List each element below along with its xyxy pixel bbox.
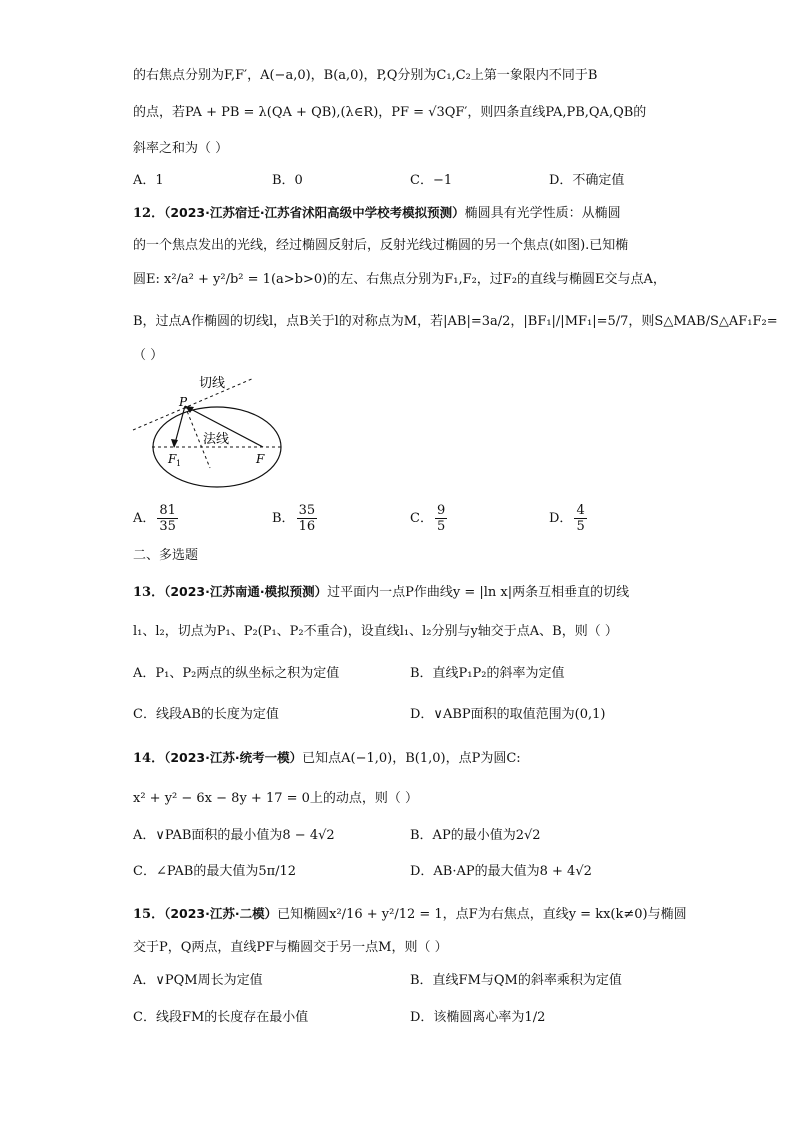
q15-option-c: C．线段FM的长度存在最小值 [133,1010,309,1025]
q12-line5: （ ） [133,348,164,363]
q13-line2: l₁、l₂，切点为P₁、P₂(P₁、P₂不重合)，设直线l₁、l₂分别与y轴交于点A、B，则（ ） [133,624,618,639]
q14-line1 [133,748,521,769]
q14-option-c: C．∠PAB的最大值为5π/12 [133,864,297,879]
q13-text: 过平面内一点P作曲线y = |ln x|两条互相垂直的切线 [327,585,630,600]
q15-number: 15． [133,907,165,922]
q12-option-a-den: 35 [159,519,176,534]
q12-option-c [410,503,449,534]
tangent-line [133,378,254,430]
q12-number: 12． [133,206,165,221]
q12-line1 [133,203,621,224]
q14-source: （2023·江苏·统考一模） [164,750,303,765]
q12-option-b-num: 35 [298,503,316,518]
q13-option-d: D．∨ABP面积的取值范围为(0,1) [410,707,606,722]
q15-option-d: D．该椭圆离心率为1/2 [410,1010,546,1025]
q15-source: （2023·江苏·二模） [164,906,278,921]
label-f1: F [168,452,177,466]
q13-line1 [133,582,629,603]
q12-line4: B，过点A作椭圆的切线l，点B关于l的对称点为M，若|AB|=3a/2，|BF₁|/|MF₁|=5/7，则S△MAB/S△AF₁F₂= [133,314,778,329]
q12-option-d-label: D． [549,511,573,526]
q11-line2: 的点，若PA + PB = λ(QA + QB),(λ∈R)，PF = √3QF′，则四条直线PA,PB,QA,QB的 [133,105,647,120]
q14-option-d: D．AB·AP的最大值为8 + 4√2 [410,864,592,879]
q12-option-d [549,503,589,534]
q15-line2: 交于P，Q两点，直线PF与椭圆交于另一点M，则（ ） [133,940,448,955]
q12-line2: 的一个焦点发出的光线，经过椭圆反射后，反射光线过椭圆的另一个焦点(如图).已知椭 [133,238,629,253]
label-normal: 法线 [203,432,230,447]
q13-option-c: C．线段AB的长度为定值 [133,707,279,722]
q12-line3: 圆E: x²/a² + y²/b² = 1(a>b>0)的左、右焦点分别为F₁,F₂，过F₂的直线与椭圆E交与点A， [133,272,666,287]
q11-option-b: B．0 [272,173,303,188]
q12-option-d-num: 4 [576,503,585,518]
q12-option-c-label: C． [410,511,433,526]
q15-line1 [133,904,687,925]
section-heading: 二、多选题 [133,548,199,563]
q14-option-a: A．∨PAB面积的最小值为8 − 4√2 [133,828,335,843]
q14-option-b: B．AP的最小值为2√2 [410,828,541,843]
q11-option-c: C．−1 [410,173,453,188]
q12-option-b-den: 16 [298,519,316,534]
q12-option-b [272,503,319,534]
q11-option-a: A．1 [133,173,164,188]
q11-option-d: D．不确定值 [549,173,625,188]
q15-option-a: A．∨PQM周长为定值 [133,973,263,988]
q11-line1: 的右焦点分别为F,F′，A(−a,0)，B(a,0)，P,Q分别为C₁,C₂上第一象限内不同于B [133,68,598,83]
q12-option-b-label: B． [272,511,295,526]
ellipse-figure [130,368,265,493]
q12-text: 椭圆具有光学性质：从椭圆 [464,206,621,221]
label-p: P [179,395,188,409]
q12-option-c-frac [435,503,447,534]
q12-option-a-num: 81 [159,503,176,518]
q12-option-c-num: 9 [436,503,446,518]
q12-option-a-frac [157,503,178,534]
q15-text: 已知椭圆x²/16 + y²/12 = 1，点F为右焦点，直线y = kx(k≠0)与椭圆 [277,907,687,922]
q13-option-b: B．直线P₁P₂的斜率为定值 [410,666,565,681]
label-f1-sub: 1 [176,459,182,468]
q12-source: （2023·江苏宿迁·江苏省沭阳高级中学校考模拟预测） [164,205,465,220]
q12-option-c-den: 5 [436,519,446,534]
q13-number: 13． [133,585,165,600]
q13-option-a: A．P₁、P₂两点的纵坐标之积为定值 [133,666,340,681]
q12-option-d-frac [574,503,586,534]
q14-line2: x² + y² − 6x − 8y + 17 = 0上的动点，则（ ） [133,791,419,806]
label-tangent: 切线 [199,376,226,391]
label-f2: F [256,452,265,466]
q14-number: 14． [133,751,165,766]
q15-option-b: B．直线FM与QM的斜率乘积为定值 [410,973,622,988]
q13-source: （2023·江苏南通·模拟预测） [164,584,328,599]
q12-option-d-den: 5 [576,519,585,534]
q12-option-a-label: A． [133,511,156,526]
q14-text: 已知点A(−1,0)，B(1,0)，点P为圆C: [302,751,521,766]
q12-option-b-frac [297,503,318,534]
q12-option-a [133,503,180,534]
q11-line3: 斜率之和为（ ） [133,141,229,156]
